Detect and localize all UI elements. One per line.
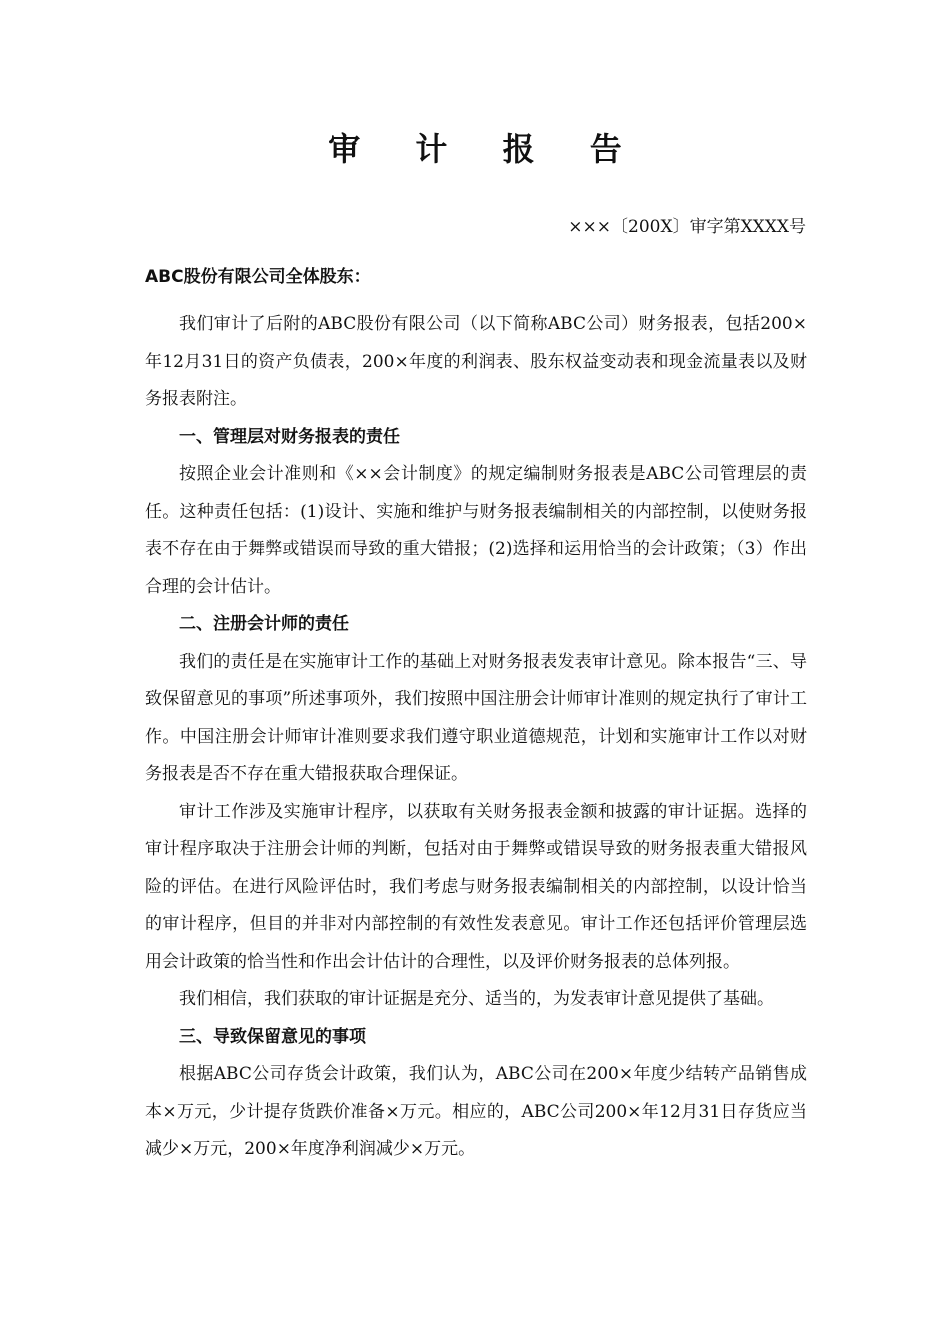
section-1-heading: 一、管理层对财务报表的责任 — [179, 426, 400, 447]
report-title: 审 计 报 告 — [328, 130, 644, 168]
section-1-paragraph: 按照企业会计准则和《××会计制度》的规定编制财务报表是ABC公司管理层的责任。这种责任包括：(1)设计、实施和维护与财务报表编制相关的内部控制，以使财务报表不存在由于舞弊或错误而导致的重大错报；(2)选择和运用恰当的会计政策；（3）作出合理的会计估计。 — [145, 464, 807, 597]
report-body — [145, 306, 807, 1169]
section-2-paragraph-1: 我们的责任是在实施审计工作的基础上对财务报表发表审计意见。除本报告“三、导致保留意见的事项”所述事项外，我们按照中国注册会计师审计准则的规定执行了审计工作。中国注册会计师审计准则要求我们遵守职业道德规范，计划和实施审计工作以对财务报表是否不存在重大错报获取合理保证。 — [145, 651, 807, 784]
section-3-heading: 三、导致保留意见的事项 — [179, 1026, 366, 1047]
addressee: ABC股份有限公司全体股东： — [145, 267, 371, 287]
document-number: ×××〔200X〕审字第XXXX号 — [568, 217, 806, 237]
intro-paragraph: 我们审计了后附的ABC股份有限公司（以下简称ABC公司）财务报表，包括200×年12月31日的资产负债表，200×年度的利润表、股东权益变动表和现金流量表以及财务报表附注。 — [145, 314, 807, 409]
section-2-paragraph-3: 我们相信，我们获取的审计证据是充分、适当的，为发表审计意见提供了基础。 — [179, 989, 774, 1009]
section-2-paragraph-2: 审计工作涉及实施审计程序，以获取有关财务报表金额和披露的审计证据。选择的审计程序取决于注册会计师的判断，包括对由于舞弊或错误导致的财务报表重大错报风险的评估。在进行风险评估时，我们考虑与财务报表编制相关的内部控制，以设计恰当的审计程序，但目的并非对内部控制的有效性发表意见。审计工作还包括评价管理层选用会计政策的恰当性和作出会计估计的合理性，以及评价财务报表的总体列报。 — [145, 801, 807, 972]
section-3-paragraph: 根据ABC公司存货会计政策，我们认为，ABC公司在200×年度少结转产品销售成本×万元，少计提存货跌价准备×万元。相应的，ABC公司200×年12月31日存货应当减少×万元，200×年度净利润减少×万元。 — [145, 1064, 807, 1159]
section-2-heading: 二、注册会计师的责任 — [179, 614, 349, 634]
